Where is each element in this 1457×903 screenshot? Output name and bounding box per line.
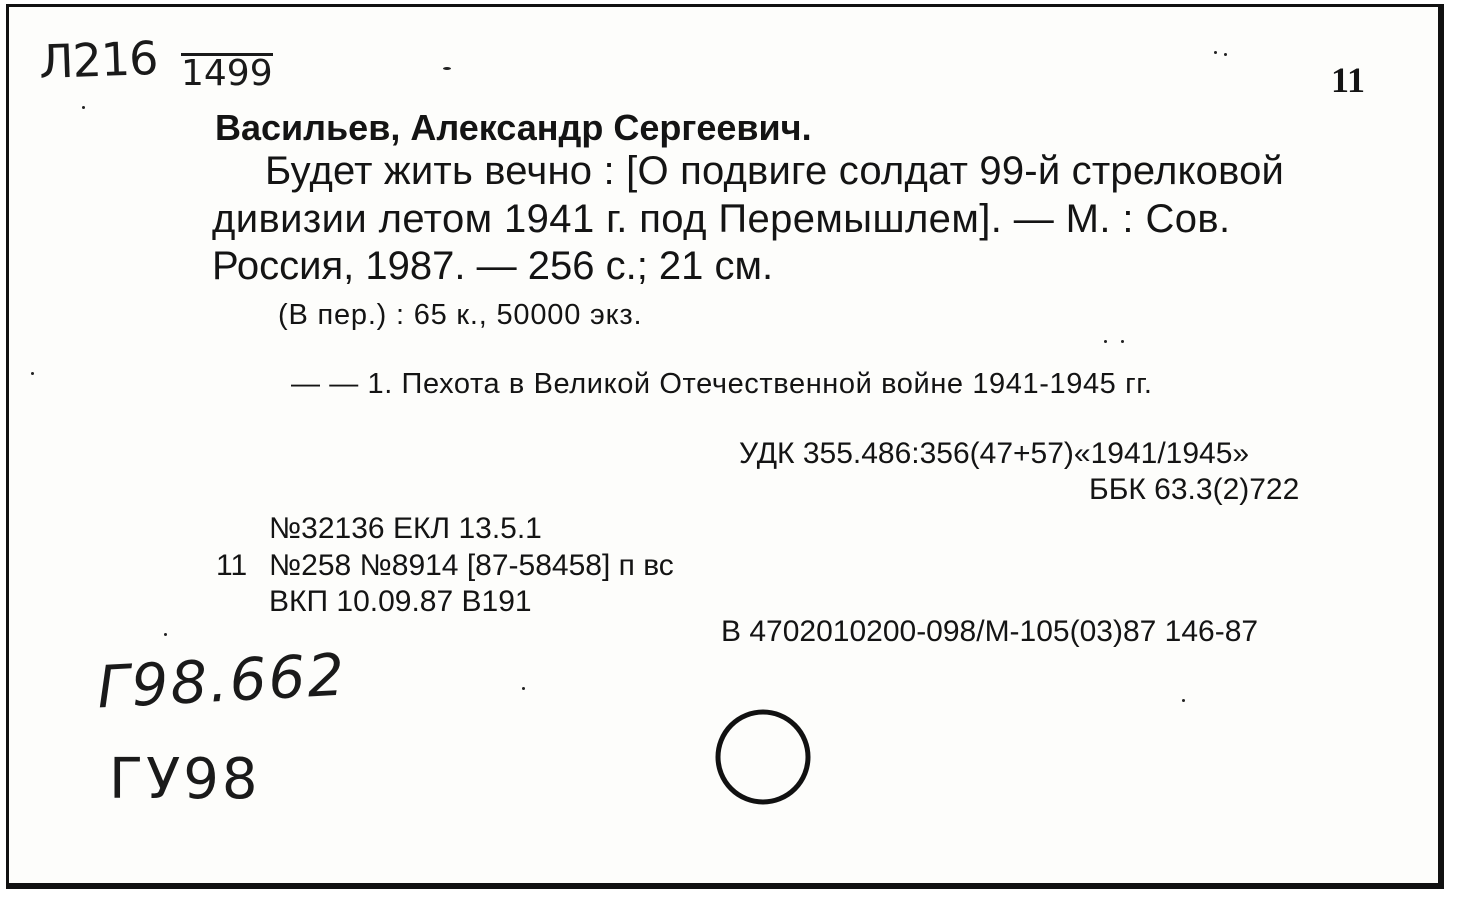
order-line-2-number: 11 [216,549,248,582]
handwritten-shelf-mark: Г98.662 [95,640,348,722]
title-line-3: Россия, 1987. — 256 с.; 21 см. [212,244,774,288]
bbk-code: ББК 63.3(2)722 [1089,473,1300,506]
scan-speck [1182,699,1185,702]
handwritten-call-subnumber: 1499 [181,53,273,94]
title-line-1: Будет жить вечно : [О подвиге солдат 99-й стрелковой [265,149,1285,193]
scan-speck [82,106,85,109]
title-line-2: дивизии летом 1941 г. под Перемышлем]. — М. : Сов. [212,197,1231,241]
subject-heading: — — 1. Пехота в Великой Отечественной войне 1941-1945 гг. [291,368,1153,400]
scan-speck [1224,53,1227,56]
punch-hole-circle-icon [711,705,815,809]
scan-speck [522,687,525,690]
scan-speck [1121,340,1124,343]
handwritten-call-number: Л216 [38,30,159,90]
order-line-1: №32136 ЕКЛ 13.5.1 [269,512,542,545]
handwritten-shelf-code: ГУ98 [109,747,261,812]
card-number: 11 [1331,60,1366,100]
order-line-2: №258 №8914 [87-58458] п вс [269,549,674,582]
udk-code: УДК 355.486:356(47+57)«1941/1945» [739,437,1250,470]
price-line: (В пер.) : 65 к., 50000 экз. [278,299,643,331]
order-line-3: ВКП 10.09.87 В191 [269,585,532,618]
scan-speck [31,372,34,375]
author-heading: Васильев, Александр Сергеевич. [215,107,812,148]
catalog-card [6,4,1444,889]
scan-speck [443,67,451,70]
publication-index: В 4702010200-098/М-105(03)87 146-87 [721,615,1259,648]
scan-speck [1104,340,1107,343]
scan-speck [164,633,167,636]
scan-speck [1214,51,1217,54]
